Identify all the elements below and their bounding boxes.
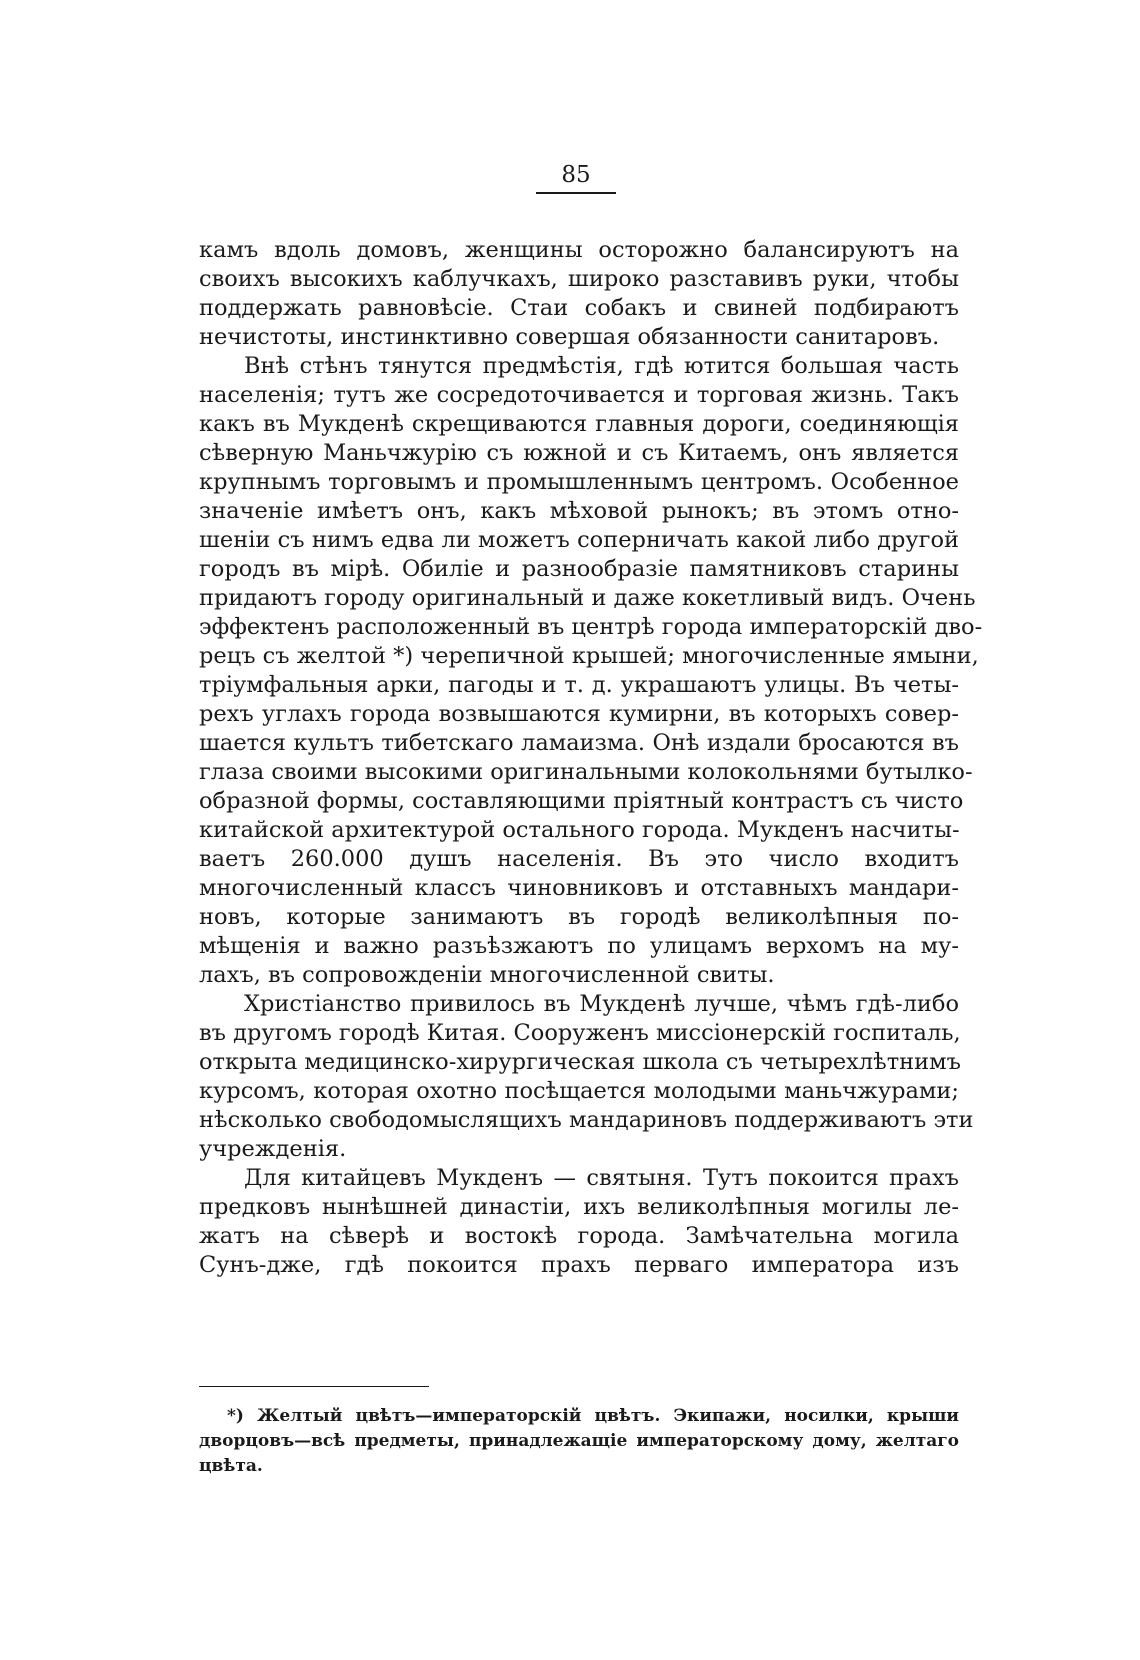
page-number-underline <box>536 192 616 194</box>
text-line: нечистоты, инстинктивно совершая обязанности санитаровъ. <box>199 324 940 350</box>
paragraph <box>199 236 959 352</box>
text-line: тріумфальныя арки, пагоды и т. д. украшаютъ улицы. Въ четы- <box>199 672 959 698</box>
text-line: какъ въ Мукденѣ скрещиваются главныя дороги, соединяющія <box>199 411 959 437</box>
text-line: образной формы, составляющими пріятный контрастъ съ чисто <box>199 788 964 814</box>
text-line: крупнымъ торговымъ и промышленнымъ центромъ. Особенное <box>199 469 959 495</box>
text-line: въ другомъ городѣ Китая. Сооруженъ миссіонерскій госпиталь, <box>199 1020 961 1046</box>
text-line: эффектенъ расположенный въ центрѣ города императорскій дво- <box>199 614 983 640</box>
text-line: мѣщенія и важно разъѣзжаютъ по улицамъ верхомъ на му- <box>199 933 959 959</box>
text-line: жатъ на сѣверѣ и востокѣ города. Замѣчательна могила <box>199 1223 959 1249</box>
text-line: Для китайцевъ Мукденъ — святыня. Тутъ покоится прахъ <box>244 1165 959 1191</box>
text-line: камъ вдоль домовъ, женщины осторожно балансируютъ на <box>199 237 959 263</box>
page-number: 85 <box>561 162 591 188</box>
text-line: населенія; тутъ же сосредоточивается и торговая жизнь. Такъ <box>199 382 959 408</box>
text-line: Внѣ стѣнъ тянутся предмѣстія, гдѣ ютится большая часть <box>244 353 959 379</box>
footnote-line: *) Желтый цвѣтъ—императорскій цвѣтъ. Экипажи, носилки, крыши <box>227 1406 959 1426</box>
text-line: поддержать равновѣсіе. Стаи собакъ и свиней подбираютъ <box>199 295 959 321</box>
footnote <box>199 1404 959 1479</box>
text-line: новъ, которые занимаютъ въ городѣ великолѣпныя по- <box>199 904 959 930</box>
text-line: многочисленный классъ чиновниковъ и отставныхъ мандари- <box>199 875 959 901</box>
text-line: городъ въ мірѣ. Обиліе и разнообразіе памятниковъ старины <box>199 556 959 582</box>
text-line: курсомъ, которая охотно посѣщается молодыми маньчжурами; <box>199 1078 959 1104</box>
paragraph <box>199 352 983 990</box>
main-text <box>199 236 983 1280</box>
text-line: учрежденія. <box>199 1136 347 1162</box>
text-line: ваетъ 260.000 душъ населенія. Въ это число входитъ <box>199 846 959 872</box>
text-line: Христіанство привилось въ Мукденѣ лучше, чѣмъ гдѣ-либо <box>244 991 959 1017</box>
text-line: лахъ, въ сопровожденіи многочисленной свиты. <box>199 962 775 988</box>
text-line: рехъ углахъ города возвышаются кумирни, въ которыхъ совер- <box>199 701 959 727</box>
text-line: нѣсколько свободомыслящихъ мандариновъ поддерживаютъ эти <box>199 1107 974 1133</box>
text-line: рецъ съ желтой *) черепичной крышей; многочисленные ямыни, <box>199 643 979 669</box>
text-line: шается культъ тибетскаго ламаизма. Онѣ издали бросаются въ <box>199 730 959 756</box>
text-line: Сунъ-дже, гдѣ покоится прахъ перваго императора изъ <box>199 1252 959 1278</box>
text-line: сѣверную Маньчжурію съ южной и съ Китаемъ, онъ является <box>199 440 959 466</box>
footnote-line: дворцовъ—всѣ предметы, принадлежащіе императорскому дому, желтаго <box>199 1431 959 1451</box>
text-line: китайской архитектурой остального города. Мукденъ насчиты- <box>199 817 960 843</box>
text-line: шеніи съ нимъ едва ли можетъ соперничать какой либо другой <box>199 527 959 553</box>
text-line: своихъ высокихъ каблучкахъ, широко разставивъ руки, чтобы <box>199 266 959 292</box>
text-line: значеніе имѣетъ онъ, какъ мѣховой рынокъ; въ этомъ отно- <box>199 498 959 524</box>
paragraph <box>199 1164 959 1280</box>
footnote-line: цвѣта. <box>199 1456 263 1476</box>
text-line: предковъ нынѣшней династіи, ихъ великолѣпныя могилы ле- <box>199 1194 959 1220</box>
text-line: глаза своими высокими оригинальными колокольнями бутылко- <box>199 759 973 785</box>
text-line: придаютъ городу оригинальный и даже кокетливый видъ. Очень <box>199 585 976 611</box>
text-line: открыта медицинско-хирургическая школа съ четырехлѣтнимъ <box>199 1049 961 1075</box>
footnote-divider <box>199 1386 429 1387</box>
paragraph <box>199 990 974 1164</box>
